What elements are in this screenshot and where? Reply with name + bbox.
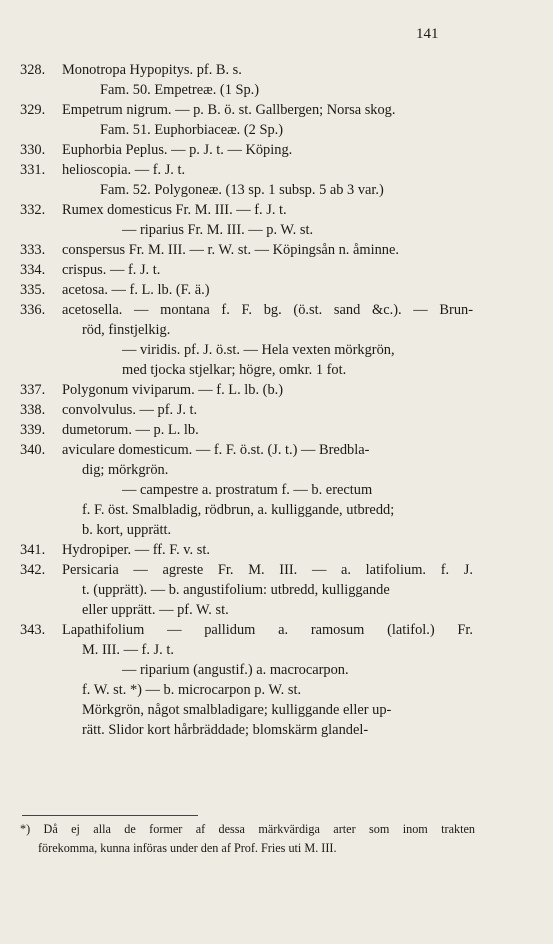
entry-text: aviculare domesticum. — f. F. ö.st. (J. t.) — Bredbla- xyxy=(62,442,370,458)
list-entry xyxy=(0,500,553,520)
list-entry xyxy=(0,220,553,240)
entry-number: 330. xyxy=(20,142,46,158)
entry-text: med tjocka stjelkar; högre, omkr. 1 fot. xyxy=(122,362,347,378)
page-number: 141 xyxy=(416,26,439,42)
list-entry xyxy=(0,520,553,540)
list-entry xyxy=(0,640,553,660)
list-entry xyxy=(0,660,553,680)
list-entry xyxy=(0,620,553,640)
entry-text: Polygonum viviparum. — f. L. lb. (b.) xyxy=(62,382,284,398)
entry-text: b. kort, upprätt. xyxy=(82,522,172,538)
list-entry xyxy=(0,480,553,500)
list-entry xyxy=(0,380,553,400)
entry-text: t. (upprätt). — b. angustifolium: utbredd, kulliggande xyxy=(82,582,390,598)
list-entry xyxy=(0,600,553,620)
entry-text: — viridis. pf. J. ö.st. — Hela vexten mörkgrön, xyxy=(122,342,395,358)
entry-text: helioscopia. — f. J. t. xyxy=(62,162,186,178)
list-entry xyxy=(0,700,553,720)
list-entry xyxy=(0,160,553,180)
list-entry xyxy=(0,680,553,700)
entry-number: 343. xyxy=(20,622,46,638)
entry-text: Lapathifolium — pallidum a. ramosum (latifol.) Fr. xyxy=(62,622,473,638)
entry-text: conspersus Fr. M. III. — r. W. st. — Köpingsån n. åminne. xyxy=(62,242,399,258)
entry-text: — riparius Fr. M. III. — p. W. st. xyxy=(122,222,314,238)
entry-text: M. III. — f. J. t. xyxy=(82,642,174,658)
entry-number: 337. xyxy=(20,382,46,398)
entry-number: 328. xyxy=(20,62,46,78)
footnote-line: förekomma, kunna införas under den af Prof. Fries uti M. III. xyxy=(38,841,337,855)
entry-text: Empetrum nigrum. — p. B. ö. st. Gallbergen; Norsa skog. xyxy=(62,102,396,118)
list-entry xyxy=(0,100,553,120)
entry-text: acetosella. — montana f. F. bg. (ö.st. sand &c.). — Brun- xyxy=(62,302,473,318)
entry-text: Fam. 52. Polygoneæ. (13 sp. 1 subsp. 5 ab 3 var.) xyxy=(100,182,384,198)
list-entry xyxy=(0,460,553,480)
entry-text: Hydropiper. — ff. F. v. st. xyxy=(62,542,210,558)
entry-text: acetosa. — f. L. lb. (F. ä.) xyxy=(62,282,210,298)
entry-text: Fam. 51. Euphorbiaceæ. (2 Sp.) xyxy=(100,122,284,138)
entry-text: Rumex domesticus Fr. M. III. — f. J. t. xyxy=(62,202,287,218)
list-entry xyxy=(0,400,553,420)
list-entry xyxy=(0,560,553,580)
footnote xyxy=(20,820,475,858)
entry-number: 339. xyxy=(20,422,46,438)
list-entry xyxy=(0,360,553,380)
list-entry xyxy=(0,120,553,140)
list-entry xyxy=(0,580,553,600)
entry-number: 333. xyxy=(20,242,46,258)
list-entry xyxy=(0,60,553,80)
list-entry xyxy=(0,80,553,100)
entry-number: 340. xyxy=(20,442,46,458)
list-entry xyxy=(0,540,553,560)
entry-text: f. F. öst. Smalbladig, rödbrun, a. kulliggande, utbredd; xyxy=(82,502,395,518)
entry-text: Persicaria — agreste Fr. M. III. — a. latifolium. f. J. xyxy=(62,562,473,578)
list-entry xyxy=(0,240,553,260)
entry-text: f. W. st. *) — b. microcarpon p. W. st. xyxy=(82,682,302,698)
species-list xyxy=(0,60,553,740)
list-entry xyxy=(0,140,553,160)
entry-text: convolvulus. — pf. J. t. xyxy=(62,402,198,418)
entry-text: Mörkgrön, något smalbladigare; kulliggande eller up- xyxy=(82,702,392,718)
list-entry xyxy=(0,440,553,460)
entry-text: dig; mörkgrön. xyxy=(82,462,169,478)
entry-number: 332. xyxy=(20,202,46,218)
entry-text: — campestre a. prostratum f. — b. erectum xyxy=(122,482,373,498)
list-entry xyxy=(0,300,553,320)
entry-number: 331. xyxy=(20,162,46,178)
footnote-line: *) Då ej alla de former af dessa märkvärdiga arter som inom trakten xyxy=(20,822,475,836)
entry-number: 338. xyxy=(20,402,46,418)
entry-text: Monotropa Hypopitys. pf. B. s. xyxy=(62,62,242,78)
list-entry xyxy=(0,180,553,200)
list-entry xyxy=(0,720,553,740)
entry-number: 335. xyxy=(20,282,46,298)
entry-number: 336. xyxy=(20,302,46,318)
entry-number: 341. xyxy=(20,542,46,558)
entry-text: dumetorum. — p. L. lb. xyxy=(62,422,199,438)
entry-number: 342. xyxy=(20,562,46,578)
entry-text: röd, finstjelkig. xyxy=(82,322,171,338)
entry-text: Fam. 50. Empetreæ. (1 Sp.) xyxy=(100,82,260,98)
entry-text: crispus. — f. J. t. xyxy=(62,262,161,278)
entry-text: — riparium (angustif.) a. macrocarpon. xyxy=(122,662,349,678)
list-entry xyxy=(0,340,553,360)
footnote-rule xyxy=(22,815,198,816)
entry-text: Euphorbia Peplus. — p. J. t. — Köping. xyxy=(62,142,293,158)
list-entry xyxy=(0,420,553,440)
entry-text: rätt. Slidor kort hårbräddade; blomskärm glandel- xyxy=(82,722,369,738)
list-entry xyxy=(0,320,553,340)
list-entry xyxy=(0,280,553,300)
entry-number: 334. xyxy=(20,262,46,278)
list-entry xyxy=(0,200,553,220)
entry-number: 329. xyxy=(20,102,46,118)
entry-text: eller upprätt. — pf. W. st. xyxy=(82,602,229,618)
list-entry xyxy=(0,260,553,280)
